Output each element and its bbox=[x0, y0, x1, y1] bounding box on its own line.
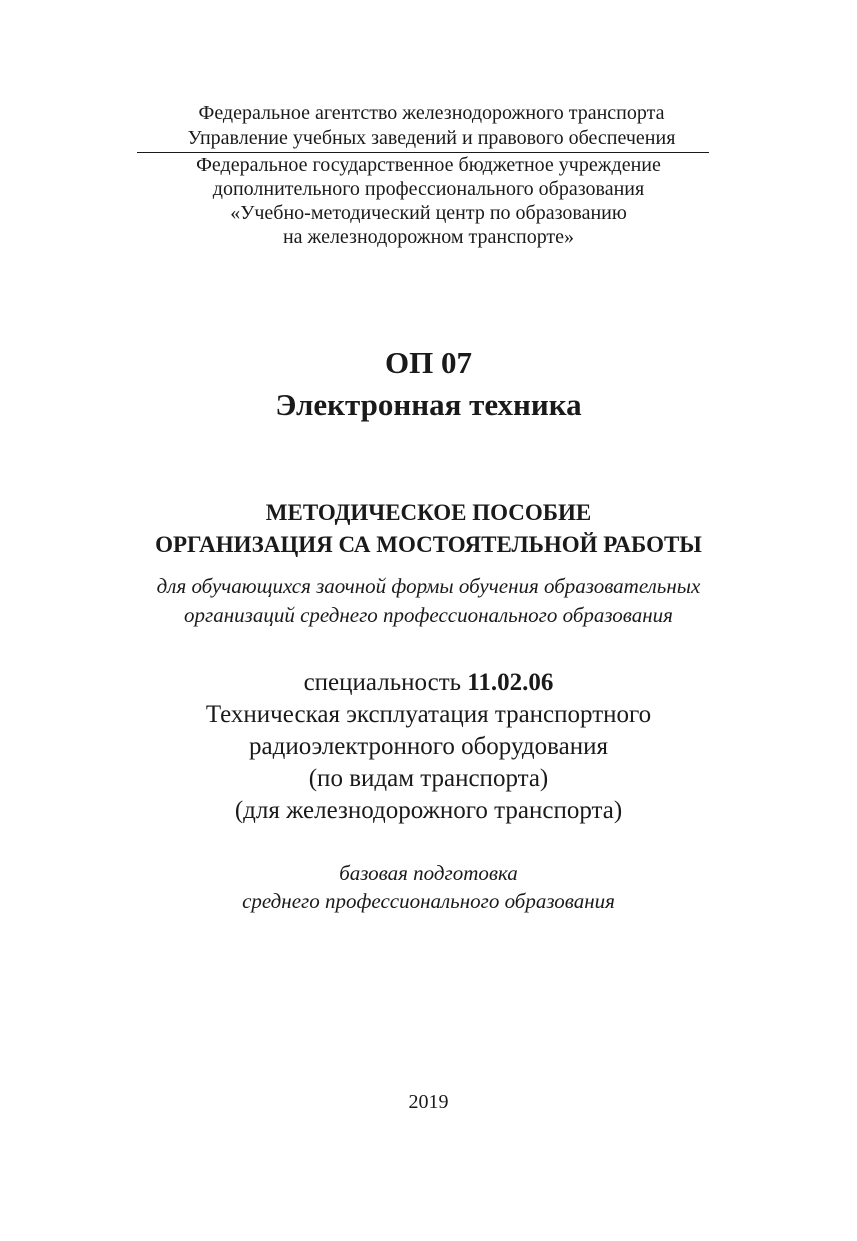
subtitle-line: ОРГАНИЗАЦИЯ СА МОСТОЯТЕЛЬНОЙ РАБОТЫ bbox=[155, 532, 702, 557]
level-line: среднего профессионального образования bbox=[242, 889, 615, 913]
institution-line: на железнодорожном транспорте» bbox=[282, 226, 575, 248]
document-subtitle bbox=[0, 497, 857, 561]
training-level bbox=[0, 859, 857, 915]
specialty-info bbox=[0, 667, 857, 827]
document-title bbox=[0, 342, 857, 426]
institution-header bbox=[0, 153, 857, 249]
year-text: 2019 bbox=[408, 1091, 449, 1113]
institution-line: «Учебно-методический центр по образованию bbox=[230, 202, 627, 224]
specialty-code: 11.02.06 bbox=[467, 669, 554, 696]
target-audience bbox=[0, 572, 857, 630]
discipline-code: ОП 07 bbox=[385, 345, 472, 380]
specialty-line: Техническая эксплуатация транспортного bbox=[205, 701, 652, 728]
specialty-heading bbox=[0, 667, 857, 699]
institution-line: Федеральное государственное бюджетное учреждение bbox=[196, 154, 661, 176]
specialty-line: (для железнодорожного транспорта) bbox=[234, 797, 623, 824]
specialty-line: радиоэлектронного оборудования bbox=[249, 733, 608, 760]
agency-header bbox=[0, 101, 857, 151]
specialty-label: специальность bbox=[303, 669, 468, 696]
publication-year bbox=[0, 1090, 857, 1114]
institution-line: дополнительного профессионального образования bbox=[212, 178, 645, 200]
level-line: базовая подготовка bbox=[339, 861, 518, 885]
discipline-name: Электронная техника bbox=[275, 387, 582, 422]
subtitle-line: МЕТОДИЧЕСКОЕ ПОСОБИЕ bbox=[265, 500, 592, 525]
audience-line: организаций среднего профессионального образования bbox=[184, 603, 673, 627]
department-line: Управление учебных заведений и правового обеспечения bbox=[187, 127, 676, 149]
agency-line: Федеральное агентство железнодорожного транспорта bbox=[198, 102, 665, 124]
specialty-line: (по видам транспорта) bbox=[308, 765, 549, 792]
audience-line: для обучающихся заочной формы обучения образовательных bbox=[156, 574, 701, 598]
